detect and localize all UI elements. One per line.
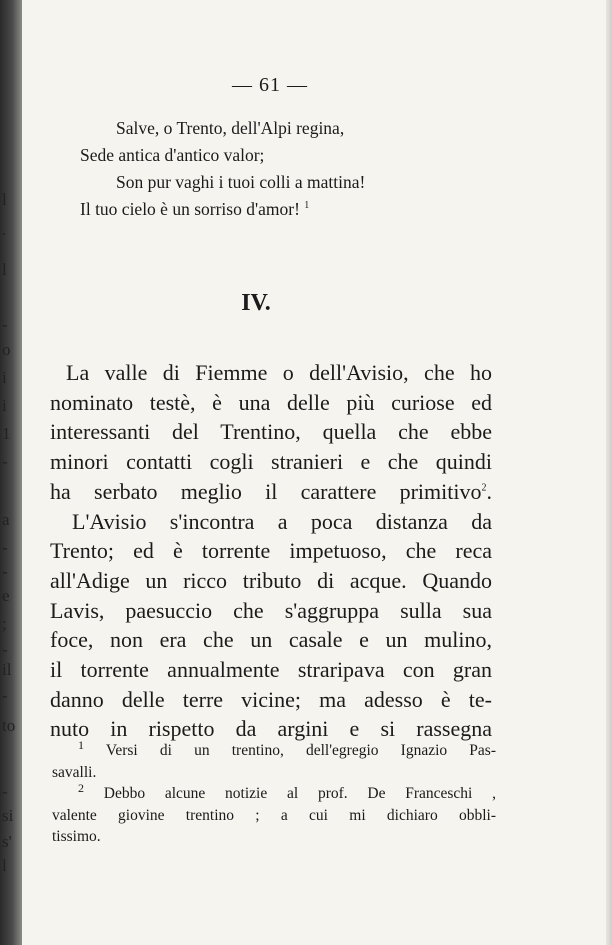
facing-fragment: - xyxy=(2,452,8,471)
text-line: minori contatti cogli stranieri e che quindi xyxy=(50,449,492,475)
facing-fragment: il xyxy=(2,660,12,679)
body-text xyxy=(50,358,492,744)
footnote-line: savalli. xyxy=(52,763,97,781)
text-line: il torrente annualmente straripava con gran xyxy=(50,657,492,683)
page-number: — 61 — xyxy=(232,74,308,96)
text-line: interessanti del Trentino, quella che ebbe xyxy=(50,419,492,445)
text-line: La valle di Fiemme o dell'Avisio, che ho xyxy=(66,360,492,385)
footnotes xyxy=(52,737,497,848)
poem-line-text: Il tuo cielo è un sorriso d'amor! xyxy=(80,199,300,219)
facing-fragment: - xyxy=(2,640,8,659)
footnote-number: 1 xyxy=(78,737,84,752)
facing-fragment: o xyxy=(2,340,11,359)
footnote-line xyxy=(52,780,497,805)
footnote xyxy=(52,780,497,848)
facing-fragment: to xyxy=(2,716,16,735)
facing-fragment: - xyxy=(2,315,8,334)
facing-page-fragments xyxy=(0,190,42,890)
facing-fragment: ; xyxy=(2,614,7,633)
footnote-line xyxy=(52,737,496,762)
facing-fragment: l xyxy=(2,190,7,209)
text-line: foce, non era che un casale e un mulino, xyxy=(50,627,492,653)
facing-fragment: l xyxy=(2,260,7,279)
text-line: L'Avisio s'incontra a poca distanza da xyxy=(72,508,492,534)
text-line-content: ha serbato meglio il carattere primitivo xyxy=(50,478,482,504)
poem-line: Son pur vaghi i tuoi colli a mattina! xyxy=(116,172,366,192)
facing-fragment: 1 xyxy=(2,424,11,443)
facing-fragment: e xyxy=(2,586,10,605)
text-line: all'Adige un ricco tributo di acque. Quando xyxy=(50,567,492,593)
poem-verse xyxy=(0,115,560,223)
footnote-line: valente giovine trentino ; a cui mi dichiaro obbli- xyxy=(52,806,496,824)
footnote-text: Versi di un trentino, dell'egregio Ignazio Pas- xyxy=(105,742,496,759)
text-line: Lavis, paesuccio che s'aggruppa sulla sua xyxy=(50,597,492,623)
footnote-ref: 1 xyxy=(304,200,310,212)
footnote-line: tissimo. xyxy=(52,828,101,845)
page-edge xyxy=(606,0,612,945)
text-line: danno delle terre vicine; ma adesso è te- xyxy=(50,686,492,712)
facing-fragment: . xyxy=(2,220,7,239)
text-line: nuto in rispetto da argini e si rassegna xyxy=(50,716,492,742)
text-line: Trento; ed è torrente impetuoso, che reca xyxy=(50,538,492,564)
facing-fragment: a xyxy=(2,510,10,529)
text-line: ha serbato meglio il carattere primitivo$^2$. xyxy=(50,478,492,504)
facing-fragment: - xyxy=(2,562,8,581)
facing-fragment: i xyxy=(2,368,7,387)
facing-fragment: - xyxy=(2,686,8,705)
footnote-ref: 2 xyxy=(481,482,487,494)
footnote-number: 2 xyxy=(78,780,84,795)
footnote xyxy=(52,737,496,783)
facing-fragment: - xyxy=(2,538,8,557)
poem-line: Salve, o Trento, dell'Alpi regina, xyxy=(116,118,345,138)
poem-line: Sede antica d'antico valor; xyxy=(80,145,265,165)
facing-fragment: si xyxy=(2,806,14,825)
section-heading: IV. xyxy=(241,290,271,316)
facing-fragment: i xyxy=(2,396,7,415)
footnote-text: Debbo alcune notizie al prof. De Franceschi , xyxy=(103,785,497,802)
facing-fragment: - xyxy=(2,782,8,801)
facing-fragment: l xyxy=(2,856,7,875)
facing-fragment: s' xyxy=(2,832,12,851)
text-line: nominato testè, è una delle più curiose ed xyxy=(50,389,492,415)
poem-line xyxy=(0,196,560,223)
